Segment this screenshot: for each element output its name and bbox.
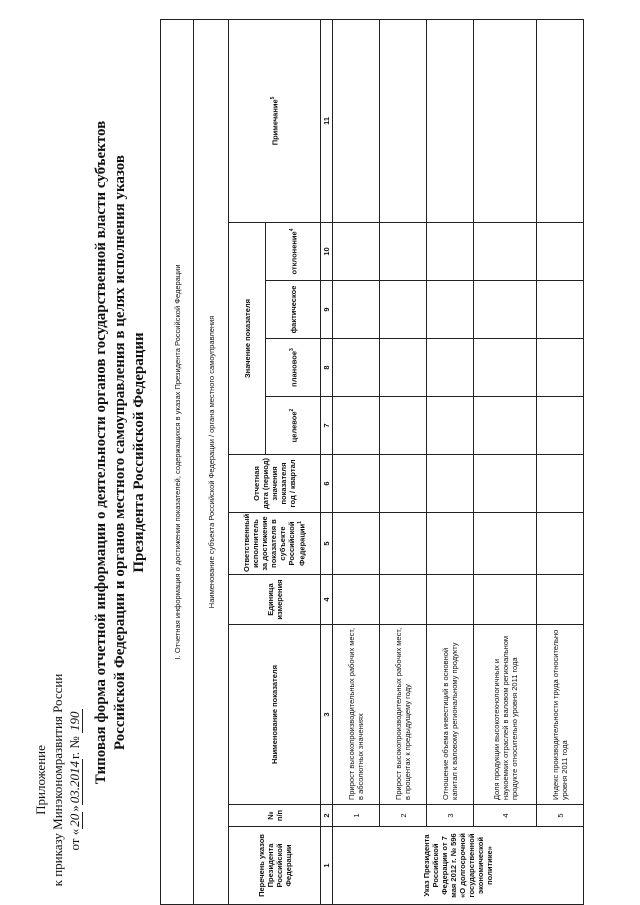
col-number: 10	[321, 223, 333, 281]
empty-cell	[537, 513, 584, 575]
indicator-name: Отношение объема инвестиций в основной капитал к валовому региональному продукту	[427, 625, 474, 805]
header-planned-text: плановое	[289, 350, 299, 387]
row-number: 5	[537, 805, 584, 827]
header-responsible	[229, 513, 321, 575]
col-number: 9	[321, 281, 333, 339]
table-row	[474, 19, 537, 904]
empty-cell	[537, 455, 584, 513]
header-target	[266, 397, 321, 455]
empty-cell	[333, 455, 380, 513]
empty-cell	[380, 339, 427, 397]
date-prefix: от «	[67, 828, 82, 851]
appendix-label: Приложение	[33, 745, 48, 815]
col-number: 1	[321, 827, 333, 905]
header-decrees: Перечень указов Президента Российской Федерации	[229, 827, 321, 905]
report-form-table	[160, 19, 584, 905]
empty-cell	[333, 575, 380, 625]
header-unit: Единица измерения	[229, 575, 321, 625]
header-number: № п/п	[229, 805, 321, 827]
empty-cell	[427, 339, 474, 397]
empty-cell	[474, 455, 537, 513]
table-row	[537, 19, 584, 904]
row-number: 3	[427, 805, 474, 827]
appendix-date-line	[66, 630, 83, 905]
col-number: 6	[321, 455, 333, 513]
header-target-text: целевое	[289, 411, 299, 443]
indicator-name: Доля продукции высокотехнологичных и наукоемких отраслей в валовом региональном продукте относительно уровня 2011 года	[474, 625, 537, 805]
header-indicator-name: Наименование показателя	[229, 625, 321, 805]
empty-cell	[427, 397, 474, 455]
header-note-text: Примечание	[270, 99, 280, 146]
section-title: I. Отчетная информация о достижении показателей, содержащихся в указах Президента Российской Федерации	[161, 19, 194, 904]
col-number: 2	[321, 805, 333, 827]
empty-cell	[474, 19, 537, 222]
empty-cell	[537, 575, 584, 625]
empty-cell	[380, 19, 427, 222]
appendix-block	[32, 630, 83, 905]
header-note-sup: 5	[270, 96, 277, 100]
indicator-name: Прирост высокопроизводительных рабочих мест, в абсолютных значениях	[333, 625, 380, 805]
col-number: 3	[321, 625, 333, 805]
row-number: 2	[380, 805, 427, 827]
empty-cell	[333, 19, 380, 222]
title-line-1: Типовая форма отчетной информации о деятельности органов государственной власти субъектов	[93, 120, 109, 785]
col-number: 7	[321, 397, 333, 455]
header-row-1	[229, 19, 266, 904]
empty-cell	[427, 281, 474, 339]
row-number: 4	[474, 805, 537, 827]
col-number: 11	[321, 19, 333, 222]
header-responsible-text: Ответственный исполнитель за достижение показателя в субъекте Российской Федерации	[242, 513, 307, 572]
empty-cell	[380, 397, 427, 455]
order-number: 190	[67, 711, 82, 731]
indicator-name: Индекс производительности труда относительно уровня 2011 года	[537, 625, 584, 805]
header-report-date: Отчетная дата (период) значения показателя год / квартал	[229, 455, 321, 513]
empty-cell	[380, 575, 427, 625]
empty-cell	[474, 339, 537, 397]
empty-cell	[333, 513, 380, 575]
date-mid2: г. №	[67, 736, 82, 760]
header-actual: фактическое	[266, 281, 321, 339]
empty-cell	[427, 575, 474, 625]
table-row	[427, 19, 474, 904]
header-note	[229, 19, 321, 222]
header-responsible-sup: 1	[297, 521, 304, 524]
col-number: 8	[321, 339, 333, 397]
date-mid1: »	[67, 805, 82, 812]
empty-cell	[380, 223, 427, 281]
empty-cell	[537, 397, 584, 455]
col-number: 4	[321, 575, 333, 625]
empty-cell	[474, 575, 537, 625]
empty-cell	[380, 455, 427, 513]
indicator-name: Прирост высокопроизводительных рабочих мест, в процентах к предыдущему году	[380, 625, 427, 805]
empty-cell	[537, 223, 584, 281]
header-deviation	[266, 223, 321, 281]
empty-cell	[380, 281, 427, 339]
subject-row	[194, 19, 229, 904]
header-target-sup: 2	[288, 408, 295, 412]
empty-cell	[333, 397, 380, 455]
empty-cell	[427, 19, 474, 222]
empty-cell	[427, 513, 474, 575]
title-line-2: Российской Федерации и органов местного самоуправления в целях исполнения указов	[112, 154, 128, 751]
column-numbers-row	[321, 19, 333, 904]
date-month: 03.2014	[67, 761, 82, 804]
col-number: 5	[321, 513, 333, 575]
title-line-3: Президента Российской Федерации	[131, 332, 147, 573]
header-values-group: Значение показателя	[229, 223, 266, 455]
document-title	[92, 20, 149, 885]
header-planned	[266, 339, 321, 397]
empty-cell	[427, 455, 474, 513]
empty-cell	[474, 281, 537, 339]
section-title-row	[161, 19, 194, 904]
date-day: 20	[67, 813, 82, 827]
appendix-order-ref: к приказу Минэкономразвития России	[50, 673, 65, 887]
table-row	[333, 19, 380, 904]
header-deviation-sup: 4	[288, 228, 295, 232]
empty-cell	[380, 513, 427, 575]
header-deviation-text: отклонение	[289, 231, 299, 275]
empty-cell	[333, 281, 380, 339]
empty-cell	[333, 339, 380, 397]
empty-cell	[333, 223, 380, 281]
empty-cell	[537, 19, 584, 222]
empty-cell	[474, 223, 537, 281]
header-planned-sup: 3	[288, 348, 295, 351]
decree-cell: Указ Президента Российской Федерации от 7 мая 2012 г. № 596 «О долгосрочной государственной экономической политике»	[333, 827, 584, 905]
row-number: 1	[333, 805, 380, 827]
empty-cell	[474, 397, 537, 455]
subject-title: Наименование субъекта Российской Федерации / органа местного самоуправления	[194, 19, 229, 904]
table-row	[380, 19, 427, 904]
empty-cell	[474, 513, 537, 575]
empty-cell	[537, 281, 584, 339]
empty-cell	[427, 223, 474, 281]
empty-cell	[537, 339, 584, 397]
